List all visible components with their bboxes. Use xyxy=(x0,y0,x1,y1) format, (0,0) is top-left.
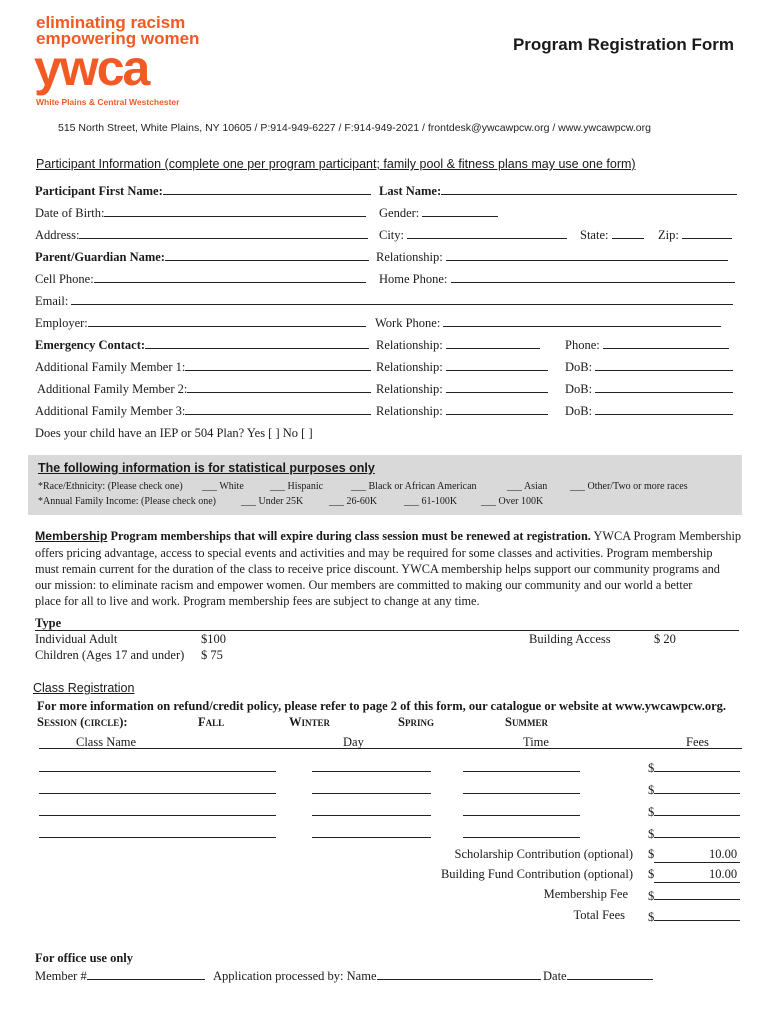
class-name-line-4[interactable] xyxy=(39,837,276,838)
office-use-heading: For office use only xyxy=(35,951,134,965)
session-summer[interactable]: Summer xyxy=(505,715,548,729)
page-title: Program Registration Form xyxy=(512,35,734,54)
fee-field-3[interactable]: $ xyxy=(648,803,740,820)
work-phone-field[interactable]: Work Phone: xyxy=(375,314,721,331)
class-name-line-2[interactable] xyxy=(39,793,276,794)
membership-intro: Membership Program memberships that will expire during class session must be renewed at registration. YWCA Program Membership xyxy=(35,529,742,543)
col-class-name: Class Name xyxy=(76,735,137,749)
emergency-phone-field[interactable]: Phone: xyxy=(565,336,729,353)
day-line-2[interactable] xyxy=(312,793,431,794)
time-line-2[interactable] xyxy=(463,793,580,794)
membership-text-4: our mission: to eliminate racism and empower women. Our members are committed to making our community and our world a better xyxy=(35,578,693,592)
income-over-100k-option[interactable]: ___ Over 100K xyxy=(481,496,544,507)
total-fees-label: Total Fees xyxy=(573,908,625,922)
guardian-relationship-field[interactable]: Relationship: xyxy=(376,248,728,265)
family-member-3-field[interactable]: Additional Family Member 3: xyxy=(35,402,371,419)
refund-policy-note: For more information on refund/credit policy, please refer to page 2 of this form, our catalogue or website at www.ywcawpcw.org. xyxy=(37,699,727,713)
class-header-underline xyxy=(39,748,742,749)
col-time: Time xyxy=(523,735,549,749)
guardian-field[interactable]: Parent/Guardian Name: xyxy=(35,248,369,265)
building-fund-label: Building Fund Contribution (optional) xyxy=(440,867,633,881)
individual-adult-price: $100 xyxy=(201,632,226,646)
logo-subtitle: White Plains & Central Westchester xyxy=(36,97,180,107)
col-fees: Fees xyxy=(686,735,709,749)
time-line-3[interactable] xyxy=(463,815,580,816)
income-61-100k-option[interactable]: ___ 61-100K xyxy=(404,496,458,507)
participant-heading: Participant Information (complete one per program participant; family pool & fitness plans may use one form) xyxy=(36,157,636,171)
session-spring[interactable]: Spring xyxy=(398,715,434,729)
iep-question[interactable]: Does your child have an IEP or 504 Plan? Yes [ ] No [ ] xyxy=(35,426,313,440)
logo-tagline-1: eliminating racism xyxy=(36,13,186,32)
family-member-1-relationship[interactable]: Relationship: xyxy=(376,358,548,375)
session-label: Session (circle): xyxy=(37,715,128,729)
membership-heading: Membership xyxy=(35,529,108,543)
class-registration-heading: Class Registration xyxy=(33,681,135,695)
membership-fee-label: Membership Fee xyxy=(543,887,628,901)
race-asian-option[interactable]: ___ Asian xyxy=(507,481,548,492)
dob-field[interactable]: Date of Birth: xyxy=(35,204,366,221)
email-field[interactable]: Email: xyxy=(35,292,733,309)
address-field[interactable]: Address: xyxy=(35,226,368,243)
income-under-25k-option[interactable]: ___ Under 25K xyxy=(241,496,304,507)
member-number-field[interactable]: Member # xyxy=(35,967,205,984)
family-member-2-field[interactable]: Additional Family Member 2: xyxy=(37,380,371,397)
individual-adult-label: Individual Adult xyxy=(35,632,118,646)
scholarship-field[interactable]: $ 10.00 xyxy=(648,847,740,863)
membership-text-3: must remain current for the duration of the class to receive price discount. YWCA membership helps support our community programs and xyxy=(35,562,720,576)
city-field[interactable]: City: xyxy=(379,226,567,243)
building-fund-value: 10.00 xyxy=(709,867,738,881)
family-member-1-field[interactable]: Additional Family Member 1: xyxy=(35,358,371,375)
building-fund-field[interactable]: $ 10.00 xyxy=(648,867,740,883)
type-divider xyxy=(35,630,739,631)
logo-tagline-2: empowering women xyxy=(36,29,200,48)
family-member-1-dob[interactable]: DoB: xyxy=(565,358,733,375)
zip-field[interactable]: Zip: xyxy=(658,226,732,243)
processed-by-field[interactable]: Application processed by: Name xyxy=(213,967,541,984)
income-label: *Annual Family Income: (Please check one) xyxy=(38,496,216,507)
fee-field-1[interactable]: $ xyxy=(648,759,740,776)
col-day: Day xyxy=(343,735,364,749)
date-field[interactable]: Date xyxy=(543,967,653,984)
membership-text-5: place for all to live and work. Program membership fees are subject to change at any time. xyxy=(35,594,480,608)
scholarship-value: 10.00 xyxy=(709,847,738,861)
race-label: *Race/Ethnicity: (Please check one) xyxy=(38,481,183,492)
emergency-relationship-field[interactable]: Relationship: xyxy=(376,336,540,353)
fee-field-2[interactable]: $ xyxy=(648,781,740,798)
time-line-4[interactable] xyxy=(463,837,580,838)
children-label: Children (Ages 17 and under) xyxy=(35,648,185,662)
building-access-price: $ 20 xyxy=(654,632,676,646)
day-line-3[interactable] xyxy=(312,815,431,816)
race-white-option[interactable]: ___ White xyxy=(202,481,244,492)
employer-field[interactable]: Employer: xyxy=(35,314,366,331)
total-fees-field[interactable]: $ xyxy=(648,908,740,925)
membership-type-label: Type xyxy=(35,616,62,630)
fee-field-4[interactable]: $ xyxy=(648,825,740,842)
contact-line: 515 North Street, White Plains, NY 10605 / P:914-949-6227 / F:914-949-2021 / frontdesk@ywcawpcw.org / www.ywcawpcw.org xyxy=(58,122,651,134)
race-black-option[interactable]: ___ Black or African American xyxy=(351,481,477,492)
first-name-field[interactable]: Participant First Name: xyxy=(35,182,371,199)
state-field[interactable]: State: xyxy=(580,226,644,243)
class-name-line-1[interactable] xyxy=(39,771,276,772)
cell-phone-field[interactable]: Cell Phone: xyxy=(35,270,366,287)
family-member-3-relationship[interactable]: Relationship: xyxy=(376,402,548,419)
membership-text-2: offers pricing advantage, access to special events and activities and may be required for some classes and activities. Program membership xyxy=(35,546,713,560)
income-26-60k-option[interactable]: ___ 26-60K xyxy=(329,496,378,507)
race-other-option[interactable]: ___ Other/Two or more races xyxy=(570,481,688,492)
race-hispanic-option[interactable]: ___ Hispanic xyxy=(270,481,324,492)
building-access-label: Building Access xyxy=(529,632,611,646)
membership-fee-field[interactable]: $ xyxy=(648,887,740,904)
session-fall[interactable]: Fall xyxy=(198,715,225,729)
children-price: $ 75 xyxy=(201,648,223,662)
family-member-2-dob[interactable]: DoB: xyxy=(565,380,733,397)
class-name-line-3[interactable] xyxy=(39,815,276,816)
statistics-heading: The following information is for statistical purposes only xyxy=(38,461,375,475)
ywca-logo: ywca xyxy=(34,40,149,96)
gender-field[interactable]: Gender: xyxy=(379,204,498,221)
home-phone-field[interactable]: Home Phone: xyxy=(379,270,735,287)
last-name-field[interactable]: Last Name: xyxy=(379,182,737,199)
day-line-1[interactable] xyxy=(312,771,431,772)
scholarship-label: Scholarship Contribution (optional) xyxy=(454,847,633,861)
session-winter[interactable]: Winter xyxy=(289,715,331,729)
time-line-1[interactable] xyxy=(463,771,580,772)
day-line-4[interactable] xyxy=(312,837,431,838)
family-member-2-relationship[interactable]: Relationship: xyxy=(376,380,548,397)
family-member-3-dob[interactable]: DoB: xyxy=(565,402,733,419)
emergency-contact-field[interactable]: Emergency Contact: xyxy=(35,336,369,353)
